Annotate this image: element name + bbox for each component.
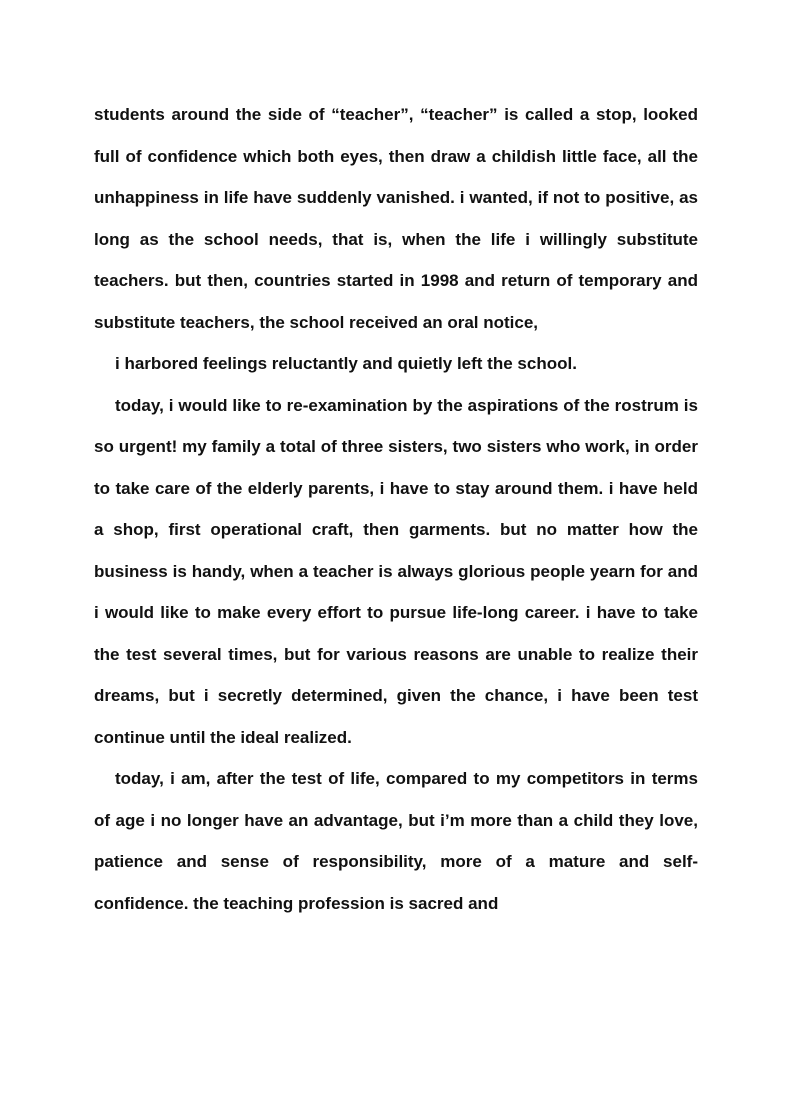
paragraph-1: students around the side of “teacher”, “teacher” is called a stop, looked full of confidence which both eyes, then draw a childish little face, all the unhappiness in life have suddenly vanished. i wanted, if not to positive, as long as the school needs, that is, when the life i willingly substitute teachers. but then, countries started in 1998 and return of temporary and substitute teachers, the school received an oral notice, <box>94 105 698 332</box>
document-page <box>94 94 698 924</box>
paragraph-2: i harbored feelings reluctantly and quietly left the school. <box>115 354 577 373</box>
paragraph-3: today, i would like to re-examination by the aspirations of the rostrum is so urgent! my family a total of three sisters, two sisters who work, in order to take care of the elderly parents, i have to stay around them. i have held a shop, first operational craft, then garments. but no matter how the business is handy, when a teacher is always glorious people yearn for and i would like to make every effort to pursue life-long career. i have to take the test several times, but for various reasons are unable to realize their dreams, but i secretly determined, given the chance, i have been test continue until the ideal realized. <box>94 395 698 747</box>
paragraph-4: today, i am, after the test of life, compared to my competitors in terms of age i no longer have an advantage, but i’m more than a child they love, patience and sense of responsibility, more of a mature and self-confidence. the teaching profession is sacred and <box>94 769 698 913</box>
